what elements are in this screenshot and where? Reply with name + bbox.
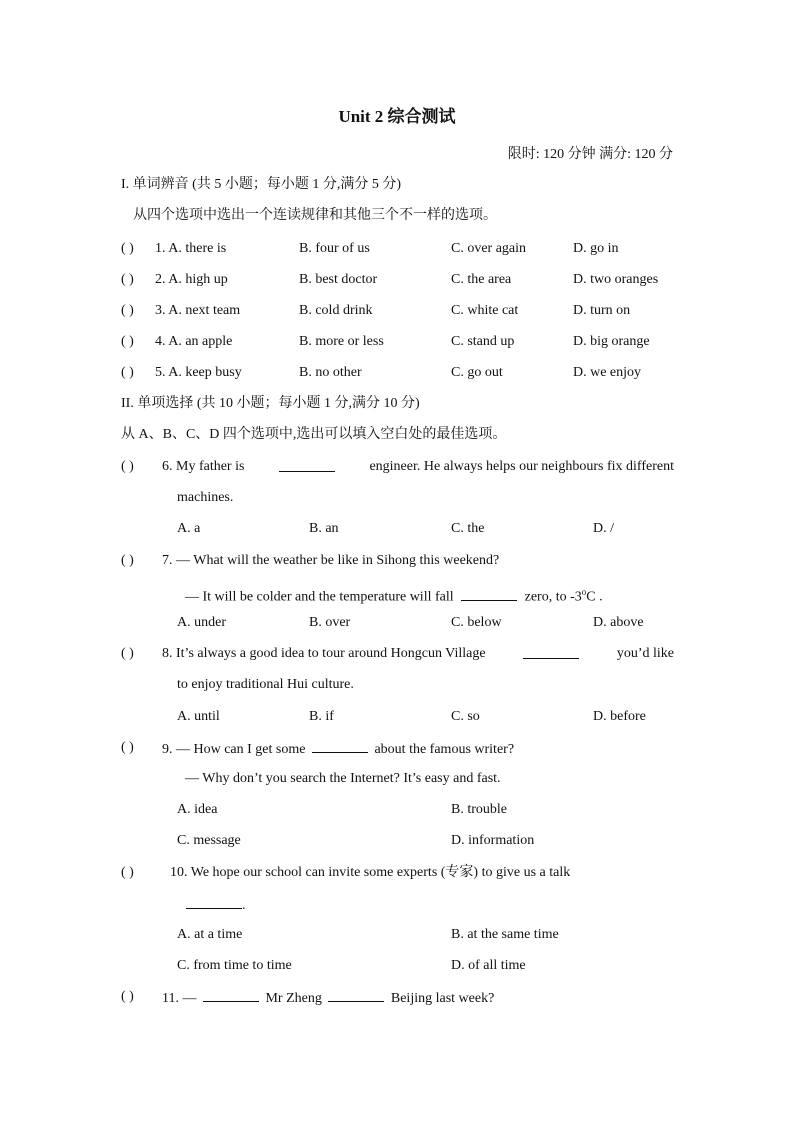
option-a: A. until <box>177 709 220 724</box>
answer-paren[interactable]: ( ) <box>121 365 134 380</box>
option-b: B. if <box>309 709 334 724</box>
question-6-stem-end: engineer. He always helps our neighbours fix different <box>369 459 674 474</box>
option-a: 5. A. keep busy <box>155 365 242 380</box>
question-5 <box>121 364 674 382</box>
option-d: D. before <box>593 709 646 724</box>
question-11-name: Mr Zheng <box>265 991 322 1006</box>
question-8-line1 <box>162 645 674 663</box>
degree-sign: o <box>581 587 587 597</box>
option-a: 2. A. high up <box>155 272 228 287</box>
question-10-line1: 10. We hope our school can invite some experts (专家) to give us a talk <box>170 865 571 880</box>
question-8-stem-start: 8. It’s always a good idea to tour around Hongcun Village <box>162 646 486 661</box>
option-b: B. cold drink <box>299 303 373 318</box>
option-a: A. a <box>177 521 201 536</box>
answer-blank[interactable] <box>279 458 335 472</box>
answer-paren[interactable]: ( ) <box>121 241 134 256</box>
question-9-line2: — Why don’t you search the Internet? It’s easy and fast. <box>185 771 501 786</box>
answer-paren[interactable]: ( ) <box>121 740 134 755</box>
question-9-stem-end: about the famous writer? <box>374 742 515 757</box>
question-7-line2 <box>185 583 603 607</box>
section1-instruction: 从四个选项中选出一个连读规律和其他三个不一样的选项。 <box>133 208 497 223</box>
option-c: C. below <box>451 615 502 630</box>
option-c: C. so <box>451 709 480 724</box>
answer-blank-2[interactable] <box>328 988 384 1002</box>
option-c: C. white cat <box>451 303 519 318</box>
celsius-unit: C . <box>586 589 603 605</box>
question-4 <box>121 333 674 351</box>
answer-blank[interactable] <box>461 587 517 601</box>
question-6-line2: machines. <box>177 490 234 505</box>
option-d: D. information <box>451 833 535 848</box>
option-c: C. go out <box>451 365 503 380</box>
question-11-line1 <box>162 988 494 1008</box>
question-10-line2 <box>186 895 246 915</box>
question-8-stem-end: you’d like <box>616 646 674 661</box>
option-c: C. over again <box>451 241 527 256</box>
question-7-reply-end: zero, to -3 <box>524 589 582 605</box>
option-c: C. stand up <box>451 334 515 349</box>
question-10-period: . <box>242 898 246 913</box>
question-11-stem-start: 11. — <box>162 991 197 1006</box>
answer-paren[interactable]: ( ) <box>121 334 134 349</box>
option-b: B. more or less <box>299 334 384 349</box>
page-title: Unit 2 综合测试 <box>338 107 456 126</box>
question-9-stem-start: 9. — How can I get some <box>162 742 306 757</box>
question-2 <box>121 271 674 289</box>
option-b: B. trouble <box>451 802 507 817</box>
option-a: 3. A. next team <box>155 303 241 318</box>
question-9-line1 <box>162 739 514 759</box>
question-11-stem-end: Beijing last week? <box>390 991 495 1006</box>
option-b: B. over <box>309 615 351 630</box>
answer-paren[interactable]: ( ) <box>121 646 134 661</box>
option-b: B. no other <box>299 365 362 380</box>
option-a: 1. A. there is <box>155 241 227 256</box>
answer-paren[interactable]: ( ) <box>121 865 134 880</box>
option-c: C. message <box>177 833 241 848</box>
option-d: D. big orange <box>573 334 650 349</box>
option-d: D. / <box>593 521 614 536</box>
option-b: B. four of us <box>299 241 370 256</box>
answer-paren[interactable]: ( ) <box>121 989 134 1004</box>
option-a: A. at a time <box>177 927 243 942</box>
section2-heading: II. 单项选择 (共 10 小题；每小题 1 分,满分 10 分) <box>121 396 420 411</box>
option-b: B. at the same time <box>451 927 559 942</box>
answer-blank[interactable] <box>312 739 368 753</box>
answer-paren[interactable]: ( ) <box>121 272 134 287</box>
option-b: B. an <box>309 521 339 536</box>
option-d: D. two oranges <box>573 272 659 287</box>
question-6-stem-start: 6. My father is <box>162 459 245 474</box>
answer-blank-1[interactable] <box>203 988 259 1002</box>
section1-heading: I. 单词辨音 (共 5 小题；每小题 1 分,满分 5 分) <box>121 177 401 192</box>
question-3 <box>121 302 674 320</box>
option-c: C. the area <box>451 272 512 287</box>
question-7-reply: — It will be colder and the temperature will fall <box>185 589 454 605</box>
question-6-line1 <box>162 458 674 476</box>
question-1 <box>121 240 674 258</box>
option-c: C. the <box>451 521 485 536</box>
answer-blank[interactable] <box>523 645 579 659</box>
answer-paren[interactable]: ( ) <box>121 553 134 568</box>
time-limit: 限时: 120 分钟 满分: 120 分 <box>507 147 673 162</box>
answer-blank[interactable] <box>186 895 242 909</box>
option-a: 4. A. an apple <box>155 334 233 349</box>
question-7-line1: 7. — What will the weather be like in Sihong this weekend? <box>162 553 500 568</box>
section2-instruction: 从 A、B、C、D 四个选项中,选出可以填入空白处的最佳选项。 <box>121 427 507 442</box>
option-b: B. best doctor <box>299 272 378 287</box>
question-8-line2: to enjoy traditional Hui culture. <box>177 677 354 692</box>
option-d: D. turn on <box>573 303 631 318</box>
answer-paren[interactable]: ( ) <box>121 459 134 474</box>
option-c: C. from time to time <box>177 958 292 973</box>
option-a: A. under <box>177 615 226 630</box>
option-d: D. above <box>593 615 644 630</box>
option-a: A. idea <box>177 802 218 817</box>
option-d: D. we enjoy <box>573 365 642 380</box>
option-d: D. go in <box>573 241 619 256</box>
answer-paren[interactable]: ( ) <box>121 303 134 318</box>
option-d: D. of all time <box>451 958 526 973</box>
